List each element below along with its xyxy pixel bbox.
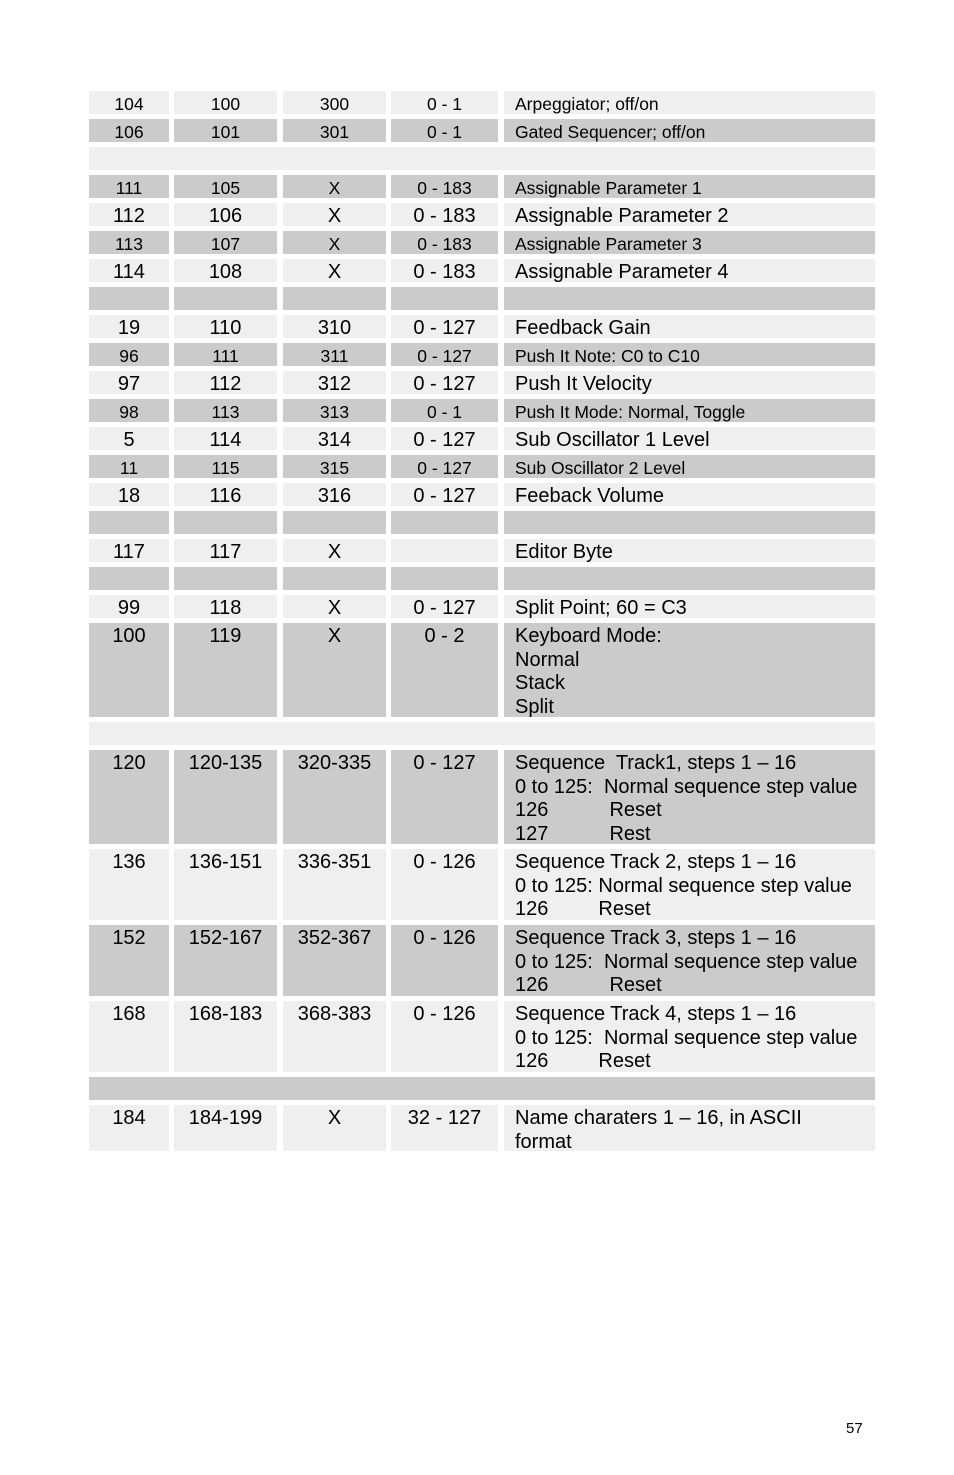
cc-number-cell: 104: [89, 91, 169, 114]
description-line: Feeback Volume: [515, 485, 664, 507]
description-cell: [504, 259, 875, 282]
value-range-cell: 0 - 1: [391, 91, 498, 114]
nrpn-number-cell: 168-183: [174, 1001, 277, 1072]
description-line: 0 to 125: Normal sequence step value: [515, 874, 852, 897]
nrpn-number-cell: 105: [174, 175, 277, 198]
sysex-number-cell: 315: [283, 455, 386, 478]
value-range-cell: 0 - 127: [391, 483, 498, 506]
spacer-cell: [391, 511, 498, 534]
table-row: [89, 455, 875, 478]
spacer-cell: [89, 567, 169, 590]
nrpn-number-cell: 114: [174, 427, 277, 450]
value-range-cell: 0 - 127: [391, 427, 498, 450]
spacer-cell: [391, 567, 498, 590]
table-row: [89, 1001, 875, 1072]
value-range-cell: 0 - 127: [391, 315, 498, 338]
nrpn-number-cell: 111: [174, 343, 277, 366]
table-row: [89, 343, 875, 366]
sysex-number-cell: 301: [283, 119, 386, 142]
table-row: [89, 750, 875, 844]
value-range-cell: 0 - 183: [391, 203, 498, 226]
nrpn-number-cell: 110: [174, 315, 277, 338]
description-line: Editor Byte: [515, 541, 613, 563]
sysex-number-cell: 336-351: [283, 849, 386, 920]
cc-number-cell: 99: [89, 595, 169, 618]
cc-number-cell: 120: [89, 750, 169, 844]
nrpn-number-cell: 117: [174, 539, 277, 562]
sysex-number-cell: 314: [283, 427, 386, 450]
spacer-cell: [504, 287, 875, 310]
sysex-number-cell: 320-335: [283, 750, 386, 844]
description-line: Keyboard Mode:: [515, 625, 662, 647]
spacer-cell: [89, 287, 169, 310]
table-row: [89, 371, 875, 394]
sysex-number-cell: 313: [283, 399, 386, 422]
cc-number-cell: 11: [89, 455, 169, 478]
value-range-cell: [391, 539, 498, 562]
description-line: 0 to 125: Normal sequence step value: [515, 950, 858, 973]
description-line: Gated Sequencer; off/on: [515, 122, 706, 142]
description-cell: [504, 595, 875, 618]
table-row: [89, 259, 875, 282]
description-line: 126 Reset: [515, 799, 662, 821]
cc-number-cell: 113: [89, 231, 169, 254]
table-row: [89, 231, 875, 254]
table-row: [89, 595, 875, 618]
description-line: Arpeggiator; off/on: [515, 94, 659, 114]
description-cell: [504, 455, 875, 478]
description-line: 0 to 125: Normal sequence step value: [515, 775, 858, 798]
description-line: Push It Mode: Normal, Toggle: [515, 402, 746, 422]
description-cell: [504, 231, 875, 254]
table-row: [89, 91, 875, 114]
description-line: Sequence Track 4, steps 1 – 16: [515, 1003, 797, 1025]
nrpn-number-cell: 100: [174, 91, 277, 114]
table-row: [89, 315, 875, 338]
spacer-row: [89, 722, 875, 745]
spacer-cell: [504, 567, 875, 590]
cc-number-cell: 96: [89, 343, 169, 366]
spacer-cell: [174, 511, 277, 534]
description-cell: [504, 175, 875, 198]
cc-number-cell: 97: [89, 371, 169, 394]
value-range-cell: 32 - 127: [391, 1105, 498, 1151]
sysex-number-cell: 310: [283, 315, 386, 338]
description-line: Sequence Track 3, steps 1 – 16: [515, 927, 797, 949]
description-line: 0 to 125: Normal sequence step value: [515, 1026, 858, 1049]
sysex-number-cell: X: [283, 203, 386, 226]
value-range-cell: 0 - 127: [391, 455, 498, 478]
nrpn-number-cell: 112: [174, 371, 277, 394]
sysex-number-cell: 316: [283, 483, 386, 506]
spacer-cell: [283, 567, 386, 590]
cc-number-cell: 168: [89, 1001, 169, 1072]
value-range-cell: 0 - 127: [391, 343, 498, 366]
description-cell: [504, 1001, 875, 1072]
nrpn-number-cell: 101: [174, 119, 277, 142]
table-row: [89, 399, 875, 422]
nrpn-number-cell: 106: [174, 203, 277, 226]
value-range-cell: 0 - 127: [391, 595, 498, 618]
description-line: Assignable Parameter 3: [515, 234, 702, 254]
cc-number-cell: 106: [89, 119, 169, 142]
description-cell: [504, 427, 875, 450]
description-line: 126 Reset: [515, 898, 651, 920]
spacer-cell: [283, 511, 386, 534]
description-line: Split: [515, 695, 554, 718]
nrpn-number-cell: 136-151: [174, 849, 277, 920]
description-cell: [504, 483, 875, 506]
value-range-cell: 0 - 126: [391, 1001, 498, 1072]
description-line: Assignable Parameter 4: [515, 261, 729, 283]
sysex-number-cell: 312: [283, 371, 386, 394]
description-cell: [504, 371, 875, 394]
description-line: format: [515, 1130, 572, 1153]
table-row: [89, 119, 875, 142]
description-line: Split Point; 60 = C3: [515, 597, 687, 619]
page-number: 57: [846, 1420, 863, 1437]
value-range-cell: 0 - 126: [391, 849, 498, 920]
spacer-row: [89, 287, 875, 310]
nrpn-number-cell: 113: [174, 399, 277, 422]
sysex-number-cell: X: [283, 175, 386, 198]
sysex-number-cell: 352-367: [283, 925, 386, 996]
description-line: 127 Rest: [515, 822, 651, 845]
spacer-cell: [391, 287, 498, 310]
sysex-number-cell: 300: [283, 91, 386, 114]
value-range-cell: 0 - 183: [391, 231, 498, 254]
description-cell: [504, 539, 875, 562]
description-line: Feedback Gain: [515, 317, 651, 339]
table-row: [89, 175, 875, 198]
table-row: [89, 539, 875, 562]
cc-number-cell: 112: [89, 203, 169, 226]
description-line: 126 Reset: [515, 974, 662, 996]
value-range-cell: 0 - 183: [391, 259, 498, 282]
sysex-number-cell: X: [283, 259, 386, 282]
sysex-number-cell: X: [283, 539, 386, 562]
table-row: [89, 849, 875, 920]
spacer-row: [89, 147, 875, 170]
cc-number-cell: 111: [89, 175, 169, 198]
description-line: 126 Reset: [515, 1050, 651, 1072]
sysex-number-cell: X: [283, 595, 386, 618]
description-cell: [504, 343, 875, 366]
cc-number-cell: 152: [89, 925, 169, 996]
nrpn-number-cell: 108: [174, 259, 277, 282]
value-range-cell: 0 - 127: [391, 371, 498, 394]
parameter-table: [89, 91, 875, 1151]
table-row: [89, 483, 875, 506]
description-cell: [504, 203, 875, 226]
table-row: [89, 925, 875, 996]
cc-number-cell: 100: [89, 623, 169, 717]
cc-number-cell: 5: [89, 427, 169, 450]
description-line: Push It Note: C0 to C10: [515, 346, 700, 366]
value-range-cell: 0 - 2: [391, 623, 498, 717]
value-range-cell: 0 - 127: [391, 750, 498, 844]
spacer-row: [89, 567, 875, 590]
spacer-cell: [89, 511, 169, 534]
nrpn-number-cell: 118: [174, 595, 277, 618]
nrpn-number-cell: 184-199: [174, 1105, 277, 1151]
description-line: Assignable Parameter 2: [515, 205, 729, 227]
description-cell: [504, 315, 875, 338]
description-line: Sub Oscillator 2 Level: [515, 458, 686, 478]
description-line: Sequence Track 2, steps 1 – 16: [515, 851, 797, 873]
description-cell: [504, 925, 875, 996]
table-row: [89, 1105, 875, 1151]
value-range-cell: 0 - 183: [391, 175, 498, 198]
nrpn-number-cell: 116: [174, 483, 277, 506]
description-cell: [504, 623, 875, 717]
description-cell: [504, 849, 875, 920]
cc-number-cell: 117: [89, 539, 169, 562]
spacer-row: [89, 1077, 875, 1100]
spacer-row: [89, 511, 875, 534]
description-cell: [504, 399, 875, 422]
cc-number-cell: 98: [89, 399, 169, 422]
nrpn-number-cell: 115: [174, 455, 277, 478]
cc-number-cell: 136: [89, 849, 169, 920]
sysex-number-cell: X: [283, 231, 386, 254]
nrpn-number-cell: 152-167: [174, 925, 277, 996]
cc-number-cell: 19: [89, 315, 169, 338]
spacer-cell: [504, 511, 875, 534]
table-row: [89, 427, 875, 450]
table-row: [89, 203, 875, 226]
nrpn-number-cell: 120-135: [174, 750, 277, 844]
cc-number-cell: 114: [89, 259, 169, 282]
spacer-cell: [174, 287, 277, 310]
description-line: Sub Oscillator 1 Level: [515, 429, 710, 451]
description-line: Normal: [515, 648, 580, 671]
nrpn-number-cell: 119: [174, 623, 277, 717]
sysex-number-cell: X: [283, 1105, 386, 1151]
value-range-cell: 0 - 1: [391, 119, 498, 142]
value-range-cell: 0 - 126: [391, 925, 498, 996]
description-line: Assignable Parameter 1: [515, 178, 702, 198]
spacer-cell: [283, 287, 386, 310]
description-line: Stack: [515, 672, 566, 694]
cc-number-cell: 18: [89, 483, 169, 506]
description-line: Push It Velocity: [515, 373, 652, 395]
description-cell: [504, 1105, 875, 1151]
description-cell: [504, 91, 875, 114]
description-cell: [504, 119, 875, 142]
description-cell: [504, 750, 875, 844]
sysex-number-cell: X: [283, 623, 386, 717]
table-row: [89, 623, 875, 717]
sysex-number-cell: 311: [283, 343, 386, 366]
cc-number-cell: 184: [89, 1105, 169, 1151]
nrpn-number-cell: 107: [174, 231, 277, 254]
sysex-number-cell: 368-383: [283, 1001, 386, 1072]
description-line: Name charaters 1 – 16, in ASCII: [515, 1107, 802, 1129]
spacer-cell: [174, 567, 277, 590]
value-range-cell: 0 - 1: [391, 399, 498, 422]
description-line: Sequence Track1, steps 1 – 16: [515, 752, 797, 774]
